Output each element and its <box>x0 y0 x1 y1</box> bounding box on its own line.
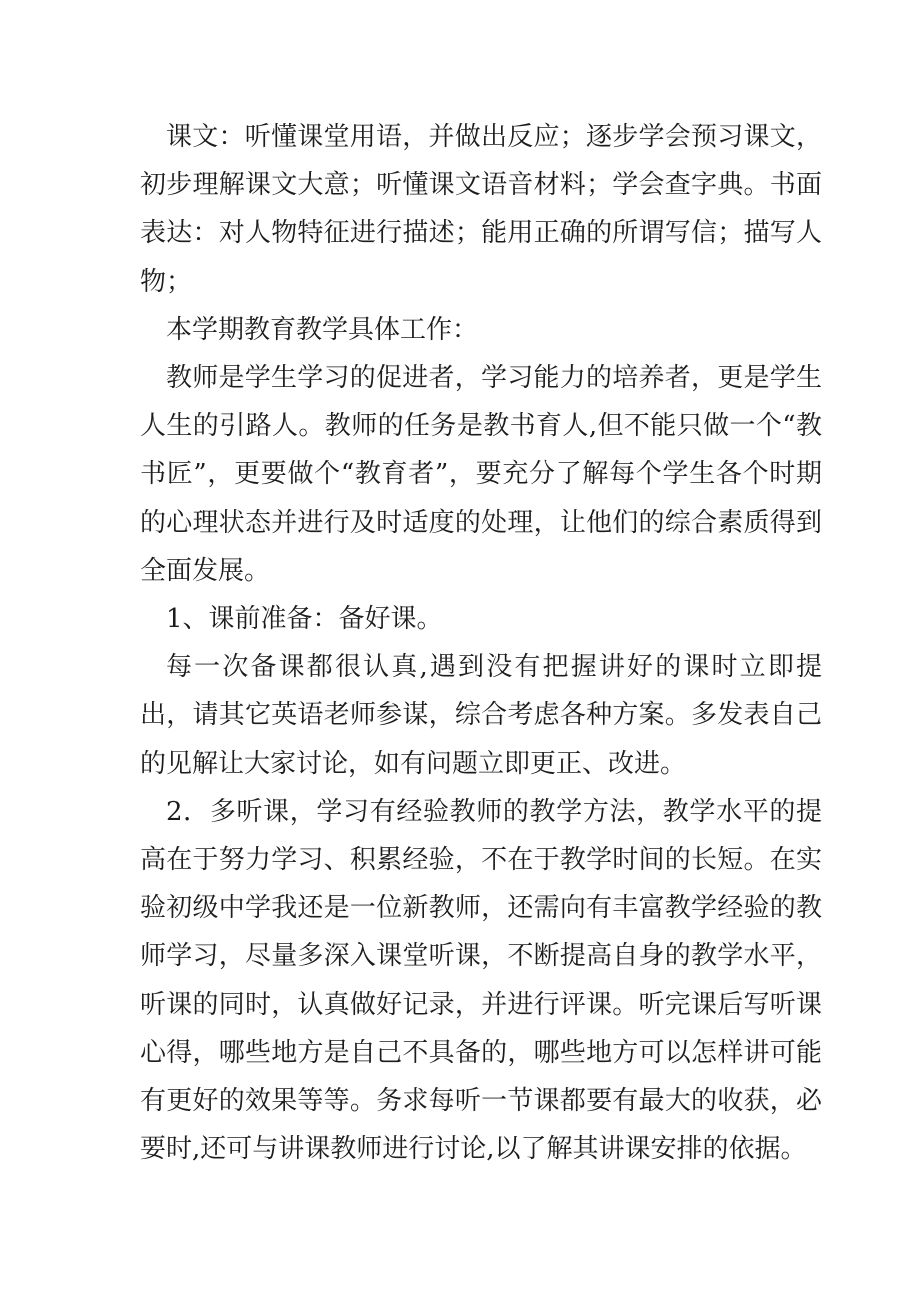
paragraph-item-2-listening: 2．多听课，学习有经验教师的教学方法，教学水平的提高在于努力学习、积累经验，不在于教学时间的长短。在实验初级中学我还是一位新教师，还需向有丰富教学经验的教师学习，尽量多深入课堂听课，不断提高自身的教学水平，听课的同时，认真做好记录，并进行评课。听完课后写听课心得，哪些地方是自己不具备的，哪些地方可以怎样讲可能有更好的效果等等。务求每听一节课都要有最大的收获，必要时,还可与讲课教师进行讨论,以了解其讲课安排的依据。 <box>140 796 822 1165</box>
paragraph-teacher-role: 教师是学生学习的促进者，学习能力的培养者，更是学生人生的引路人。教师的任务是教书育人,但不能只做一个“教书匠”，更要做个“教育者”，要充分了解每个学生各个时期的心理状态并进行及时适度的处理，让他们的综合素质得到全面发展。 <box>140 363 822 586</box>
paragraph-semester-heading: 本学期教育教学具体工作： <box>166 314 479 345</box>
paragraph-course-goals: 课文：听懂课堂用语，并做出反应；逐步学会预习课文，初步理解课文大意；听懂课文语音材料；学会查字典。书面表达：对人物特征进行描述；能用正确的所谓写信；描写人物； <box>140 122 822 297</box>
paragraph-lesson-prep: 每一次备课都很认真,遇到没有把握讲好的课时立即提出，请其它英语老师参谋，综合考虑各种方案。多发表自己的见解让大家讨论，如有问题立即更正、改进。 <box>140 652 822 779</box>
paragraph-item-1-heading: 1、课前准备：备好课。 <box>166 604 443 635</box>
document-text-block <box>140 113 822 1173</box>
